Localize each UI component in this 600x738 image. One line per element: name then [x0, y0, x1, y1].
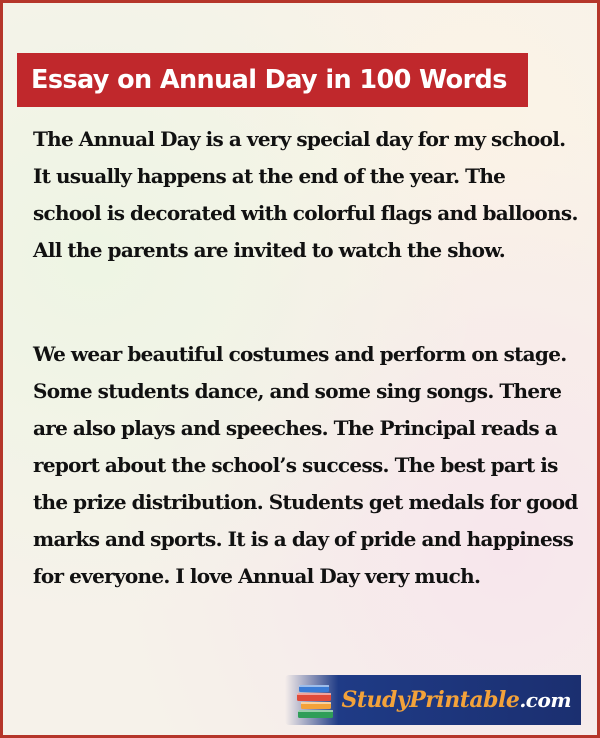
logo-wordmark [325, 687, 571, 713]
logo-domain: .com [519, 688, 571, 712]
essay-paragraph-1: The Annual Day is a very special day for my school. It usually happens at the end of the year. The school is decorated with colorful flags and balloons. All the parents are invited to watch the show. [33, 127, 578, 262]
studyprintable-logo [285, 675, 581, 725]
title-banner [17, 53, 528, 107]
logo-printable: Printable [409, 687, 520, 713]
logo-study: Study [341, 687, 410, 713]
books-stack-icon [295, 681, 339, 721]
page-title: Essay on Annual Day in 100 Words [31, 65, 507, 95]
essay-paragraph-2: We wear beautiful costumes and perform on stage. Some students dance, and some sing songs. There are also plays and speeches. The Principal reads a report about the school’s success. The best part is the prize distribution. Students get medals for good marks and sports. It is a day of pride and happiness for everyone. I love Annual Day very much. [33, 342, 578, 588]
